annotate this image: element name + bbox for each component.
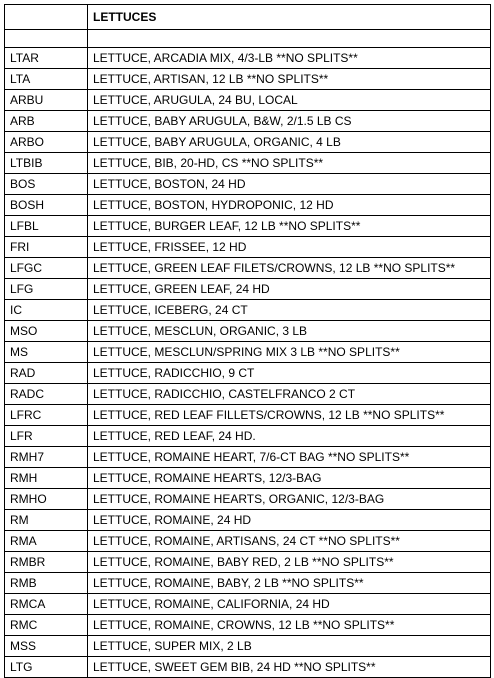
item-description-cell: LETTUCE, BOSTON, HYDROPONIC, 12 HD: [88, 195, 491, 216]
item-code-cell: RMH: [5, 468, 88, 489]
item-description-cell: LETTUCE, ICEBERG, 24 CT: [88, 300, 491, 321]
item-description-cell: LETTUCE, ARUGULA, 24 BU, LOCAL: [88, 90, 491, 111]
item-code-cell: RMH7: [5, 447, 88, 468]
item-description-cell: LETTUCE, RADICCHIO, 9 CT: [88, 363, 491, 384]
table-row: [5, 300, 491, 321]
table-row: [5, 363, 491, 384]
item-code-cell: LTA: [5, 69, 88, 90]
item-description-cell: LETTUCE, ROMAINE, CALIFORNIA, 24 HD: [88, 594, 491, 615]
table-row: [5, 531, 491, 552]
table-row: [5, 636, 491, 657]
table-row: [5, 174, 491, 195]
header-row: [5, 5, 491, 30]
table-row: [5, 405, 491, 426]
item-code-cell: RADC: [5, 384, 88, 405]
table-row: [5, 48, 491, 69]
item-description-cell: LETTUCE, SWEET GEM BIB, 24 HD **NO SPLITS**: [88, 657, 491, 678]
item-code-cell: LFGC: [5, 258, 88, 279]
item-description-cell: LETTUCE, SUPER MIX, 2 LB: [88, 636, 491, 657]
item-code-cell: LFBL: [5, 216, 88, 237]
item-description-cell: LETTUCE, BIB, 20-HD, CS **NO SPLITS**: [88, 153, 491, 174]
table-row: [5, 153, 491, 174]
item-code-cell: RM: [5, 510, 88, 531]
table-row: [5, 132, 491, 153]
item-code-cell: MSO: [5, 321, 88, 342]
table-row: [5, 468, 491, 489]
table-row: [5, 216, 491, 237]
table-row: [5, 573, 491, 594]
item-code-cell: ARBU: [5, 90, 88, 111]
item-description-cell: LETTUCE, RED LEAF FILLETS/CROWNS, 12 LB **NO SPLITS**: [88, 405, 491, 426]
item-code-cell: LFRC: [5, 405, 88, 426]
item-description-cell: LETTUCE, BABY ARUGULA, B&W, 2/1.5 LB CS: [88, 111, 491, 132]
table-row: [5, 258, 491, 279]
item-description-cell: LETTUCE, RED LEAF, 24 HD.: [88, 426, 491, 447]
item-description-cell: LETTUCE, GREEN LEAF FILETS/CROWNS, 12 LB **NO SPLITS**: [88, 258, 491, 279]
item-code-cell: BOS: [5, 174, 88, 195]
item-description-cell: LETTUCE, GREEN LEAF, 24 HD: [88, 279, 491, 300]
item-code-cell: LTG: [5, 657, 88, 678]
item-description-cell: LETTUCE, BURGER LEAF, 12 LB **NO SPLITS**: [88, 216, 491, 237]
item-code-cell: IC: [5, 300, 88, 321]
table-row: [5, 279, 491, 300]
header-code-cell: [5, 5, 88, 30]
item-description-cell: LETTUCE, ROMAINE, CROWNS, 12 LB **NO SPLITS**: [88, 615, 491, 636]
item-description-cell: LETTUCE, ROMAINE, ARTISANS, 24 CT **NO SPLITS**: [88, 531, 491, 552]
item-description-cell: LETTUCE, ARCADIA MIX, 4/3-LB **NO SPLITS**: [88, 48, 491, 69]
item-code-cell: RMCA: [5, 594, 88, 615]
table-row: [5, 237, 491, 258]
item-description-cell: LETTUCE, MESCLUN/SPRING MIX 3 LB **NO SPLITS**: [88, 342, 491, 363]
item-code-cell: ARB: [5, 111, 88, 132]
item-description-cell: LETTUCE, ARTISAN, 12 LB **NO SPLITS**: [88, 69, 491, 90]
item-description-cell: LETTUCE, ROMAINE HEART, 7/6-CT BAG **NO SPLITS**: [88, 447, 491, 468]
item-description-cell: LETTUCE, ROMAINE, BABY RED, 2 LB **NO SPLITS**: [88, 552, 491, 573]
item-code-cell: MS: [5, 342, 88, 363]
section-title: LETTUCES: [88, 5, 491, 30]
item-code-cell: LFG: [5, 279, 88, 300]
table-row: [5, 489, 491, 510]
item-code-cell: LTAR: [5, 48, 88, 69]
table-row: [5, 69, 491, 90]
item-code-cell: FRI: [5, 237, 88, 258]
item-description-cell: LETTUCE, BOSTON, 24 HD: [88, 174, 491, 195]
table-row: [5, 195, 491, 216]
lettuce-table: [4, 4, 491, 678]
blank-cell: [5, 30, 88, 48]
table-row: [5, 384, 491, 405]
item-code-cell: RMBR: [5, 552, 88, 573]
item-description-cell: LETTUCE, ROMAINE, BABY, 2 LB **NO SPLITS**: [88, 573, 491, 594]
item-description-cell: LETTUCE, FRISSEE, 12 HD: [88, 237, 491, 258]
blank-row: [5, 30, 491, 48]
table-row: [5, 426, 491, 447]
item-code-cell: ARBO: [5, 132, 88, 153]
table-row: [5, 111, 491, 132]
item-description-cell: LETTUCE, MESCLUN, ORGANIC, 3 LB: [88, 321, 491, 342]
table-row: [5, 594, 491, 615]
table-row: [5, 615, 491, 636]
item-code-cell: MSS: [5, 636, 88, 657]
item-code-cell: RAD: [5, 363, 88, 384]
item-description-cell: LETTUCE, ROMAINE HEARTS, 12/3-BAG: [88, 468, 491, 489]
table-row: [5, 90, 491, 111]
product-sheet: [4, 4, 491, 678]
item-code-cell: RMHO: [5, 489, 88, 510]
item-description-cell: LETTUCE, ROMAINE, 24 HD: [88, 510, 491, 531]
table-row: [5, 552, 491, 573]
table-row: [5, 657, 491, 678]
item-description-cell: LETTUCE, RADICCHIO, CASTELFRANCO 2 CT: [88, 384, 491, 405]
item-description-cell: LETTUCE, BABY ARUGULA, ORGANIC, 4 LB: [88, 132, 491, 153]
item-code-cell: RMA: [5, 531, 88, 552]
item-code-cell: RMC: [5, 615, 88, 636]
item-code-cell: LFR: [5, 426, 88, 447]
table-row: [5, 447, 491, 468]
item-description-cell: LETTUCE, ROMAINE HEARTS, ORGANIC, 12/3-BAG: [88, 489, 491, 510]
item-code-cell: RMB: [5, 573, 88, 594]
blank-cell: [88, 30, 491, 48]
table-row: [5, 510, 491, 531]
table-row: [5, 321, 491, 342]
item-code-cell: BOSH: [5, 195, 88, 216]
item-code-cell: LTBIB: [5, 153, 88, 174]
table-row: [5, 342, 491, 363]
